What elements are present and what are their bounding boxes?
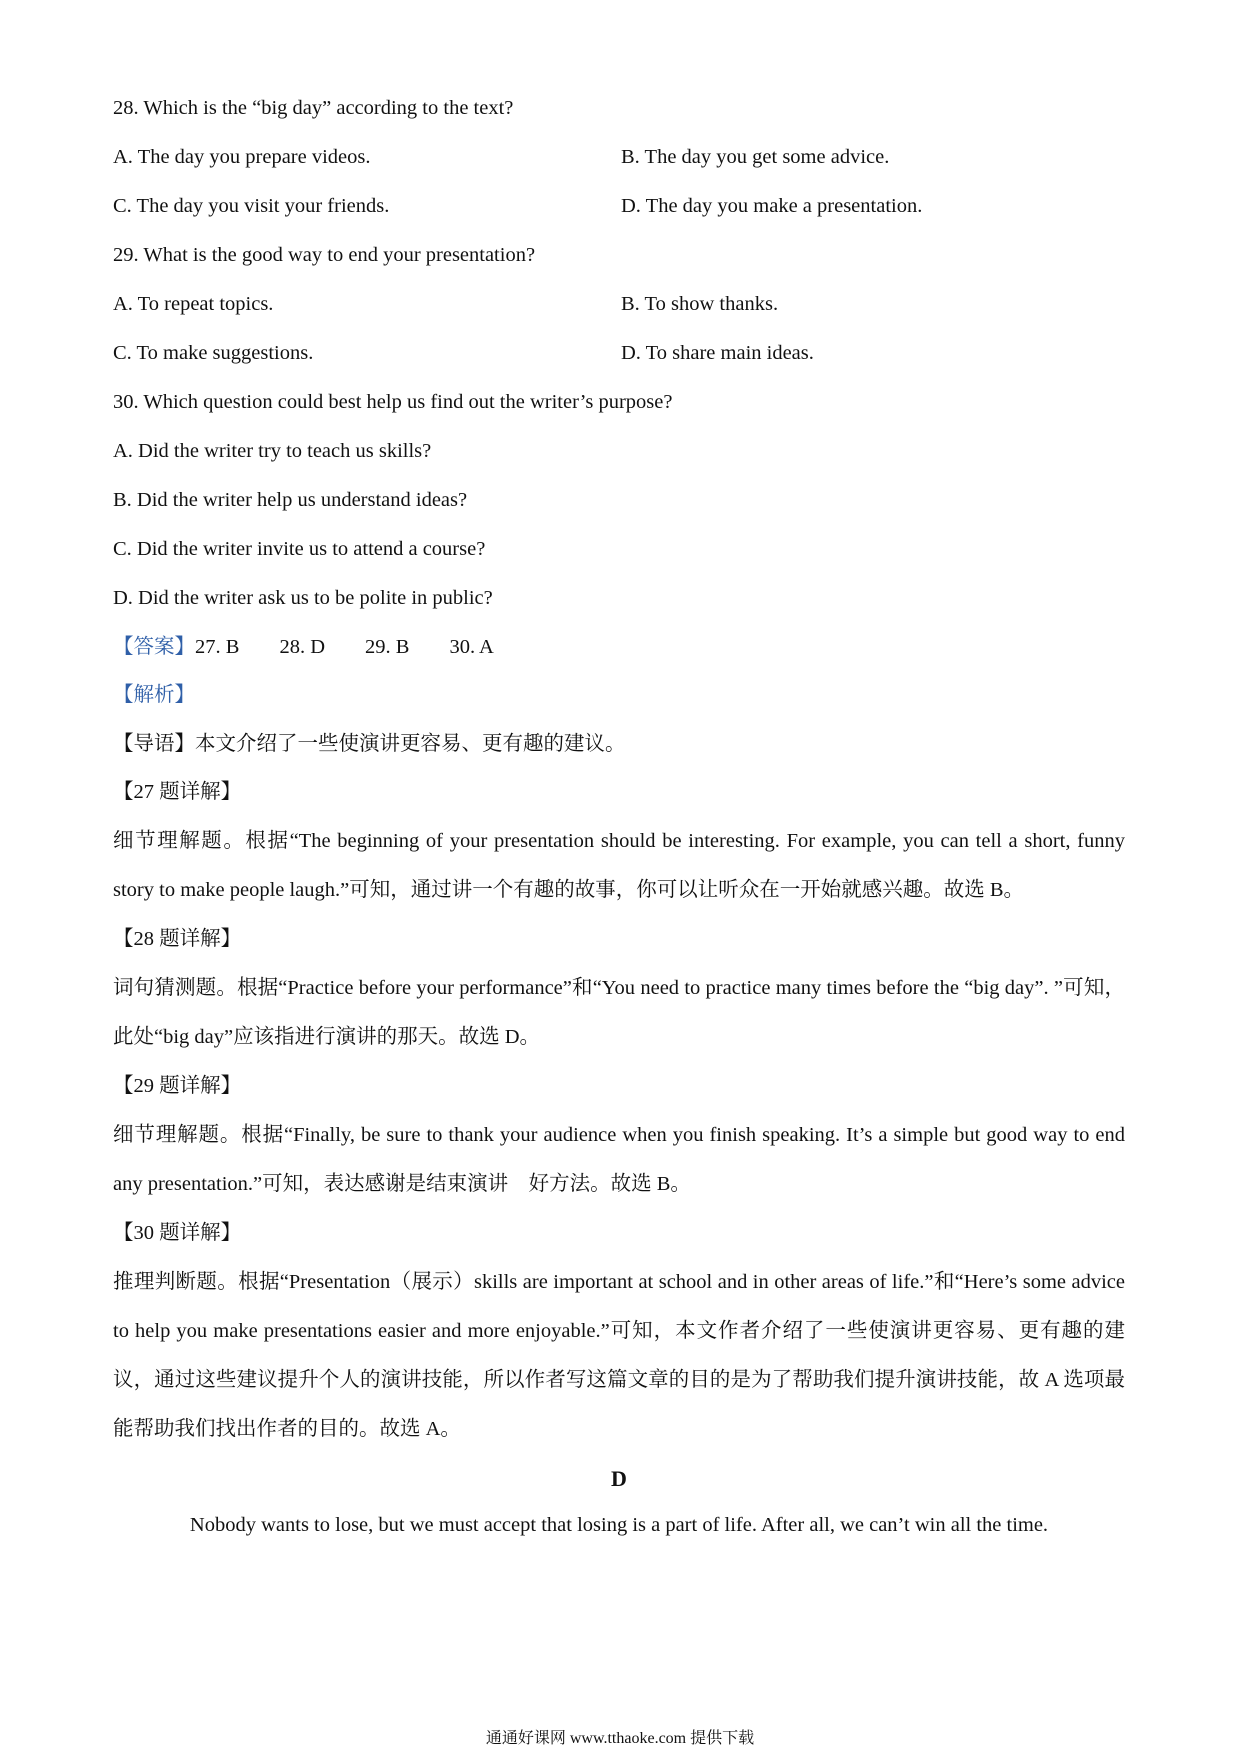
answer-item: 30. A bbox=[449, 636, 494, 658]
question-30-option-c: C. Did the writer invite us to attend a course? bbox=[113, 538, 486, 560]
answer-item: 27. B bbox=[195, 636, 240, 658]
detail-29-text: 细节理解题。根据“Finally, be sure to thank your audience when you finish speaking. It’s a simple but good way to end any presentation.”可知，表达感谢是结束演讲 好方法。故选 B。 bbox=[113, 1124, 1125, 1195]
section-d-title: D bbox=[611, 1466, 627, 1491]
question-29-option-c: C. To make suggestions. bbox=[113, 342, 314, 364]
answer-item: 28. D bbox=[279, 636, 325, 658]
question-29-option-a: A. To repeat topics. bbox=[113, 293, 274, 315]
question-28-option-a: A. The day you prepare videos. bbox=[113, 146, 371, 168]
question-30-stem: 30. Which question could best help us find out the writer’s purpose? bbox=[113, 391, 673, 413]
detail-28-heading: 【28 题详解】 bbox=[113, 928, 242, 950]
section-d-passage: Nobody wants to lose, but we must accept that losing is a part of life. After all, we can’t win all the time. bbox=[189, 1513, 1049, 1536]
question-28-stem: 28. Which is the “big day” according to the text? bbox=[113, 97, 514, 119]
question-28-options-row-2 bbox=[113, 194, 1133, 218]
analysis-label: 【解析】 bbox=[113, 684, 195, 706]
question-28-option-d: D. The day you make a presentation. bbox=[621, 195, 923, 217]
question-30-option-a: A. Did the writer try to teach us skills? bbox=[113, 440, 432, 462]
intro-text: 【导语】本文介绍了一些使演讲更容易、更有趣的建议。 bbox=[113, 733, 626, 755]
question-29-option-b: B. To show thanks. bbox=[621, 293, 779, 315]
answer-line bbox=[113, 635, 1133, 659]
detail-30-text: 推理判断题。根据“Presentation（展示）skills are important at school and in other areas of life.”和“Here’s some advice to help you make presentations easier and more enjoyable.”可知，本文作者介绍了一些使演讲更容易、更有趣的建议，通过这些建议提升个人的演讲技能，所以作者写这篇文章的目的是为了帮助我们提升演讲技能，故 A 选项最能帮助我们找出作者的目的。故选 A。 bbox=[113, 1271, 1125, 1440]
question-30-option-d: D. Did the writer ask us to be polite in public? bbox=[113, 587, 493, 609]
question-28-options-row-1 bbox=[113, 145, 1133, 169]
answer-item: 29. B bbox=[365, 636, 410, 658]
question-29-stem: 29. What is the good way to end your presentation? bbox=[113, 244, 536, 266]
answer-label: 【答案】 bbox=[113, 636, 195, 658]
question-29-option-d: D. To share main ideas. bbox=[621, 342, 814, 364]
detail-27-heading: 【27 题详解】 bbox=[113, 781, 242, 803]
question-28-option-b: B. The day you get some advice. bbox=[621, 146, 890, 168]
question-29-options-row-1 bbox=[113, 292, 1133, 316]
question-28-option-c: C. The day you visit your friends. bbox=[113, 195, 390, 217]
page-footer: 通通好课网 www.tthaoke.com 提供下载 bbox=[485, 1730, 755, 1747]
document-page bbox=[113, 96, 1133, 1557]
question-29-options-row-2 bbox=[113, 341, 1133, 365]
detail-29-heading: 【29 题详解】 bbox=[113, 1075, 242, 1097]
detail-30-heading: 【30 题详解】 bbox=[113, 1222, 242, 1244]
detail-28-text: 词句猜测题。根据“Practice before your performance”和“You need to practice many times before the “big day”. ”可知，此处“big day”应该指进行演讲的那天。故选 D。 bbox=[113, 977, 1125, 1048]
detail-27-text: 细节理解题。根据“The beginning of your presentation should be interesting. For example, you can tell a short, funny story to make people laugh.”可知，通过讲一个有趣的故事，你可以让听众在一开始就感兴趣。故选 B。 bbox=[113, 830, 1125, 901]
question-30-option-b: B. Did the writer help us understand ideas? bbox=[113, 489, 468, 511]
